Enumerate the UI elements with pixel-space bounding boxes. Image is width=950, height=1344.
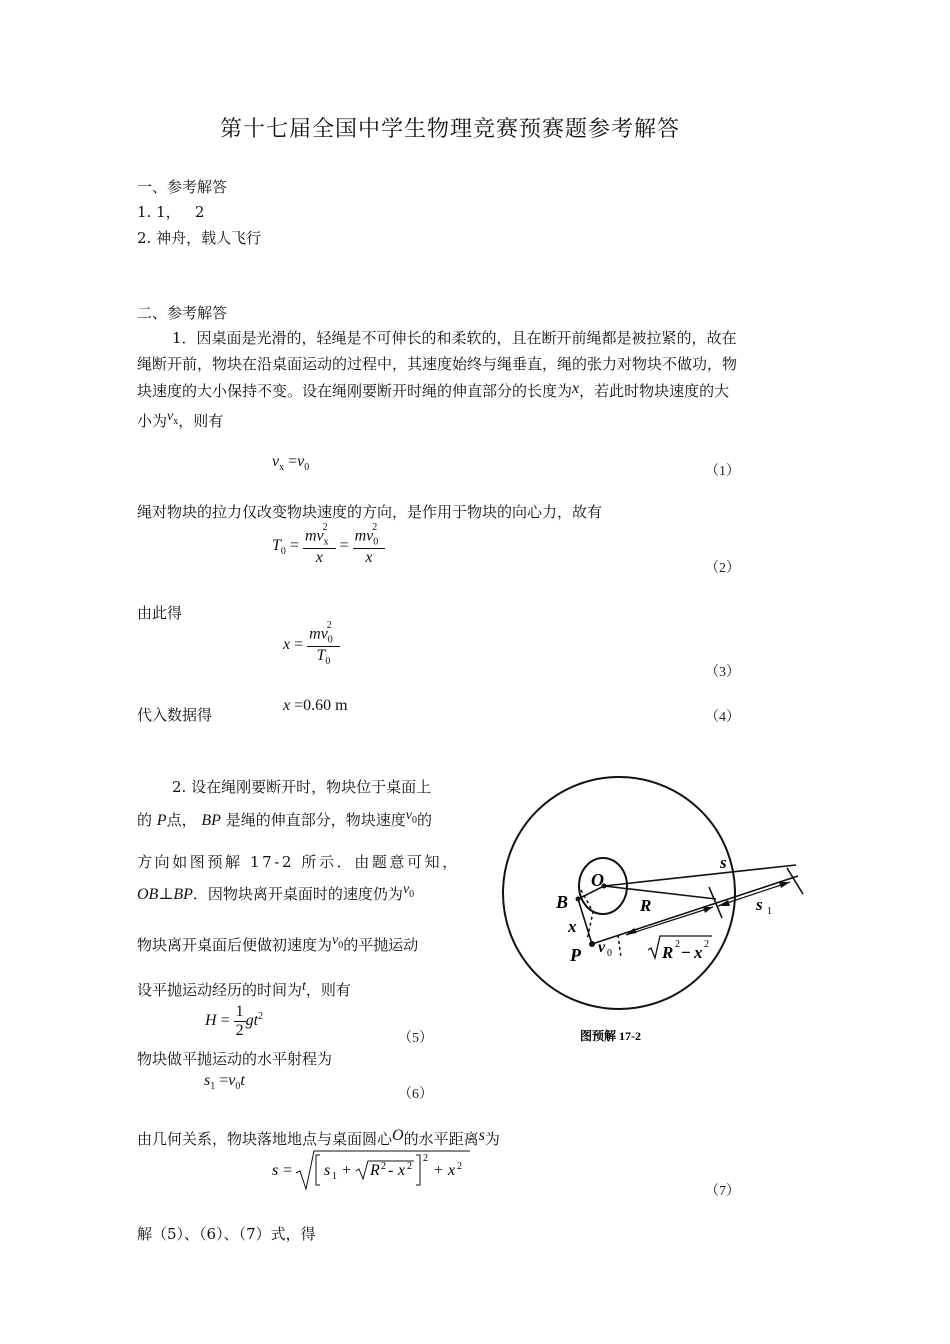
- svg-text:1: 1: [767, 906, 772, 917]
- para1-line4-tail: ，则有: [178, 412, 224, 430]
- line-tension: 绳对物块的拉力仅改变物块速度的方向，是作用于物块的向心力，故有: [137, 503, 603, 521]
- svg-text:2: 2: [704, 939, 709, 950]
- para2-line3: 方向如图预解 17-2 所示．由题意可知，: [137, 853, 460, 871]
- para2-line7: 物块做平抛运动的水平射程为: [137, 1050, 333, 1068]
- equation-4: x =0.60 m: [283, 697, 348, 714]
- var-vx: $v_x$: [167, 409, 179, 427]
- svg-text:2: 2: [423, 1153, 428, 1164]
- svg-text:R: R: [370, 1162, 380, 1179]
- result-x: 0.60 m: [303, 697, 348, 714]
- eq-number-1: （1）: [705, 464, 740, 479]
- equation-3: x = $\frac{mv_0^2}{T_0}$: [283, 624, 340, 667]
- page-title: 第十七届全国中学生物理竞赛预赛题参考解答: [220, 117, 681, 142]
- table-circle: [503, 777, 735, 1009]
- svg-text:s: s: [756, 895, 763, 914]
- var-t: t: [302, 979, 306, 994]
- svg-text:s: s: [324, 1162, 331, 1179]
- para2-l2d: 的: [416, 811, 432, 829]
- para2-l5b: 的平抛运动: [343, 936, 419, 954]
- svg-text:B: B: [556, 892, 569, 912]
- var-v0-c: $v_0$: [332, 933, 344, 951]
- svg-text:x: x: [694, 943, 703, 962]
- para2-l8c: 为: [484, 1130, 500, 1148]
- var-O: O: [392, 1127, 404, 1144]
- figure-caption: 图预解 17-2: [580, 1029, 641, 1043]
- para2-line6: [137, 976, 351, 1001]
- equation-2: $T_0$ = $\frac{mv_x^2}{x}$ = $\frac{mv_0^2}{x}$: [272, 526, 385, 567]
- eq-number-2: （2）: [705, 561, 740, 576]
- equation-7: [270, 1147, 490, 1193]
- para1-line4: [137, 406, 223, 433]
- svg-text:2: 2: [407, 1161, 412, 1172]
- svg-text:O: O: [591, 870, 604, 890]
- para2-l2a: 的: [137, 811, 153, 829]
- para2-line1: 2. 设在绳刚要断开时，物块位于桌面上: [172, 778, 432, 796]
- svg-text:s: s: [272, 1162, 279, 1179]
- var-x: x: [572, 380, 580, 397]
- point-P: [589, 941, 595, 947]
- para2-line5: [137, 930, 418, 957]
- svg-text:x: x: [398, 1162, 406, 1179]
- para1-line3-text: 块速度的大小保持不变。设在绳刚要断开时绳的伸直部分的长度为: [137, 382, 573, 400]
- figure-17-2: [488, 770, 828, 1060]
- para2-l2b: 点，: [166, 811, 197, 829]
- para2-l6a: 设平抛运动经历的时间为: [137, 981, 303, 999]
- equation-1: $v_x =v_0$: [272, 453, 310, 474]
- eq-number-3: （3）: [705, 665, 740, 680]
- eq-number-5: （5）: [398, 1031, 433, 1046]
- svg-text:R: R: [640, 896, 652, 915]
- eq-number-6: （6）: [398, 1087, 433, 1102]
- svg-text:P: P: [570, 945, 581, 965]
- svg-text:2: 2: [381, 1161, 386, 1172]
- section2-heading: 二、参考解答: [137, 304, 228, 322]
- svg-text:−: −: [681, 943, 691, 962]
- para2-l5a: 物块离开桌面后便做初速度为: [137, 936, 333, 954]
- svg-text:2: 2: [457, 1161, 462, 1172]
- para2-l4b: ．因物块离开桌面时的速度仍为: [192, 885, 403, 903]
- svg-text:+: +: [342, 1162, 352, 1179]
- para2-l6b: ，则有: [305, 981, 351, 999]
- eq-number-4: （4）: [705, 710, 740, 725]
- from-this: 由此得: [137, 604, 183, 622]
- para2-l8b: 的水平距离: [403, 1130, 479, 1148]
- equation-5: H = $\frac{1}{2}$ $gt^2$: [205, 1003, 264, 1039]
- para1-line3-tail: ，若此时物块速度的大: [579, 382, 730, 400]
- svg-text:+: +: [434, 1162, 444, 1179]
- svg-text:0: 0: [607, 948, 612, 959]
- svg-text:s: s: [720, 853, 727, 872]
- var-v0-b: $v_0$: [402, 882, 415, 900]
- svg-text:v: v: [598, 939, 606, 956]
- section1-line-2: 2. 神舟，载人飞行: [137, 229, 262, 247]
- substitute-label: 代入数据得: [137, 706, 213, 724]
- para2-line2: [137, 805, 432, 832]
- para2-l2c: 是绳的伸直部分，物块速度: [225, 811, 406, 829]
- svg-text:2: 2: [675, 939, 680, 950]
- var-BP: BP: [201, 812, 221, 829]
- var-s: s: [478, 1127, 485, 1144]
- perp-statement: OB⊥BP: [137, 886, 193, 903]
- para2-line9: 解（5）、（6）、（7）式，得: [137, 1225, 316, 1243]
- var-v0: $v_0$: [405, 808, 417, 826]
- svg-text:x: x: [448, 1162, 456, 1179]
- para1-line4-text: 小为: [137, 412, 168, 430]
- section1-line-1: 1. 1， 2: [137, 203, 205, 221]
- svg-text:-: -: [388, 1162, 394, 1179]
- section1-heading: 一、参考解答: [137, 178, 228, 196]
- svg-text:=: =: [283, 1162, 293, 1179]
- para1-line2: 绳断开前，物块在沿桌面运动的过程中，其速度始终与绳垂直，绳的张力对物块不做功，物: [137, 355, 738, 373]
- point-B: [576, 897, 581, 902]
- para2-line4: [137, 879, 414, 906]
- eq-number-7: （7）: [705, 1184, 740, 1199]
- svg-text:x: x: [568, 917, 577, 936]
- para1-line1: 1．因桌面是光滑的，轻绳是不可伸长的和柔软的，且在断开前绳都是被拉紧的，故在: [172, 329, 737, 347]
- svg-text:R: R: [662, 943, 674, 962]
- equation-6: $s_1 =v_0t$: [204, 1072, 245, 1093]
- var-P: P: [156, 812, 167, 829]
- para1-line3: [137, 378, 729, 402]
- para2-l8a: 由几何关系，物块落地地点与桌面圆心: [137, 1130, 393, 1148]
- svg-text:1: 1: [332, 1171, 337, 1182]
